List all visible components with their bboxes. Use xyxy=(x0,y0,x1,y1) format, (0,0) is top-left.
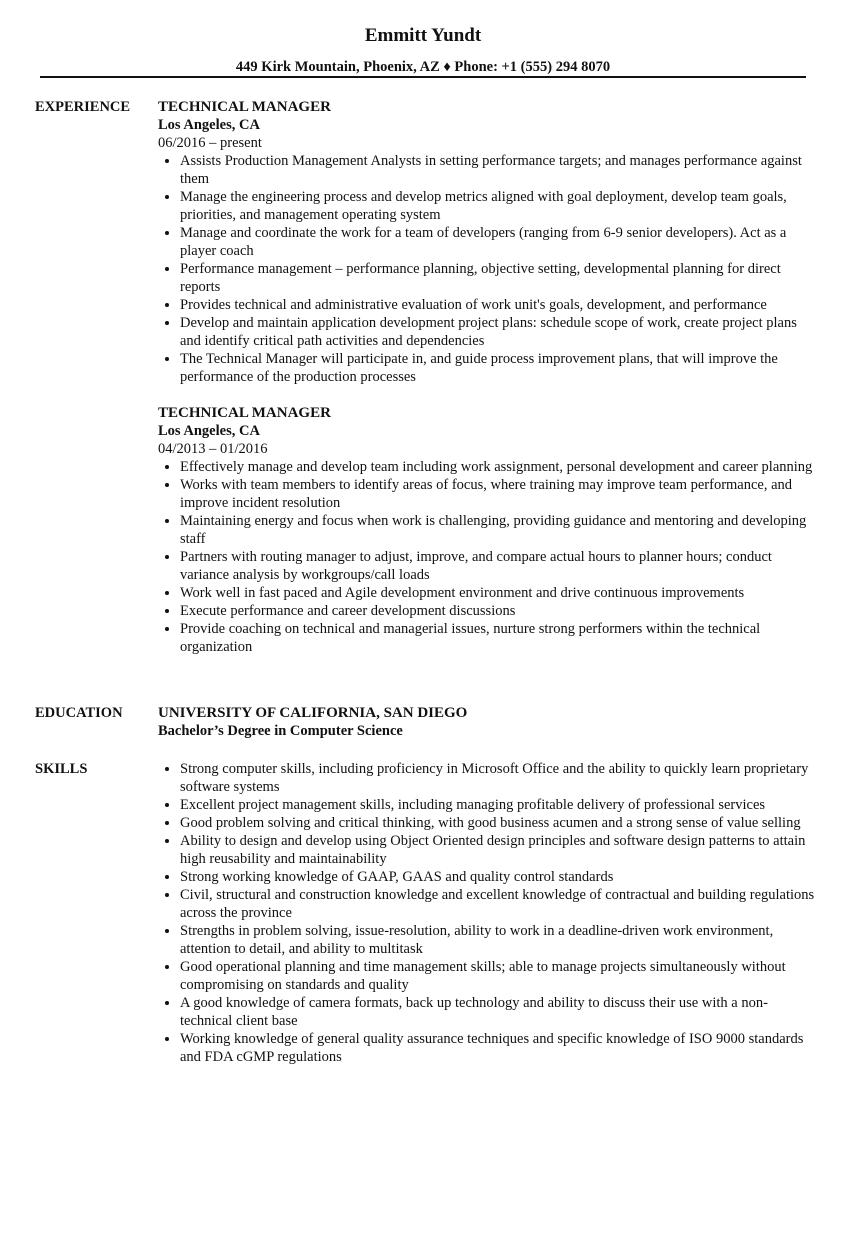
job-location: Los Angeles, CA xyxy=(158,117,260,133)
job-dates: 06/2016 – present xyxy=(158,135,262,151)
contact-info: 449 Kirk Mountain, Phoenix, AZ ♦ Phone: +1 (555) 294 8070 xyxy=(235,59,611,75)
resume-header xyxy=(40,24,806,76)
skill-item: • Ability to design and develop using Object Oriented design principles and software design patterns to attain high reusability and maintainability xyxy=(180,832,815,868)
job-bullet: • Manage the engineering process and develop metrics aligned with goal deployment, develop team goals, priorities, and management operating system xyxy=(180,188,815,224)
education-body xyxy=(158,704,815,740)
job-dates: 04/2013 – 01/2016 xyxy=(158,441,268,457)
skill-item: • Strengths in problem solving, issue-resolution, ability to work in a deadline-driven work environment, attention to detail, and ability to multitask xyxy=(180,922,815,958)
job-bullet: • Effectively manage and develop team including work assignment, personal development and career planning xyxy=(180,458,815,476)
job-bullet: • Work well in fast paced and Agile development environment and drive continuous improvements xyxy=(180,584,815,602)
experience-section xyxy=(35,98,815,656)
job-bullet: • Works with team members to identify areas of focus, where training may improve team performance, and improve incident resolution xyxy=(180,476,815,512)
job-bullet: • Performance management – performance planning, objective setting, developmental planning for direct reports xyxy=(180,260,815,296)
skill-item: • A good knowledge of camera formats, back up technology and ability to discuss their use with a non-technical client base xyxy=(180,994,815,1030)
job-bullets xyxy=(158,152,815,386)
job-bullet: • Maintaining energy and focus when work is challenging, providing guidance and mentoring and developing staff xyxy=(180,512,815,548)
degree: Bachelor’s Degree in Computer Science xyxy=(158,723,403,739)
job-bullet: • Develop and maintain application development project plans: schedule scope of work, create project plans and identify critical path activities and dependencies xyxy=(180,314,815,350)
education-section xyxy=(35,704,815,740)
job-bullet: • Manage and coordinate the work for a team of developers (ranging from 6-9 senior developers). Act as a player coach xyxy=(180,224,815,260)
skill-item: • Excellent project management skills, including managing profitable delivery of professional services xyxy=(180,796,815,814)
header-divider xyxy=(40,76,806,78)
skills-section xyxy=(35,760,815,1066)
skills-body xyxy=(158,760,815,1066)
job-entry xyxy=(158,98,815,386)
experience-label: EXPERIENCE xyxy=(35,99,131,115)
job-bullet: • Assists Production Management Analysts in setting performance targets; and manages performance against them xyxy=(180,152,815,188)
job-bullets xyxy=(158,458,815,656)
job-entry xyxy=(158,404,815,656)
skill-item: • Good problem solving and critical thinking, with good business acumen and a strong sense of value selling xyxy=(180,814,815,832)
job-title: TECHNICAL MANAGER xyxy=(158,405,331,421)
job-bullet: • Execute performance and career development discussions xyxy=(180,602,815,620)
skills-list xyxy=(158,760,815,1066)
job-bullet: • Provides technical and administrative evaluation of work unit's goals, development, and performance xyxy=(180,296,815,314)
job-location: Los Angeles, CA xyxy=(158,423,260,439)
candidate-name: Emmitt Yundt xyxy=(364,25,482,46)
skill-item: • Working knowledge of general quality assurance techniques and specific knowledge of ISO 9000 standards and FDA cGMP regulations xyxy=(180,1030,815,1066)
job-bullet: • Partners with routing manager to adjust, improve, and compare actual hours to planner hours; conduct variance analysis by workgroups/call loads xyxy=(180,548,815,584)
job-title: TECHNICAL MANAGER xyxy=(158,99,331,115)
education-label: EDUCATION xyxy=(35,705,123,721)
skills-label: SKILLS xyxy=(35,761,88,777)
experience-body xyxy=(158,98,815,656)
skill-item: • Good operational planning and time management skills; able to manage projects simultaneously without compromising on standards and quality xyxy=(180,958,815,994)
skill-item: • Strong computer skills, including proficiency in Microsoft Office and the ability to quickly learn proprietary software systems xyxy=(180,760,815,796)
job-bullet: • The Technical Manager will participate in, and guide process improvement plans, that will improve the performance of the production processes xyxy=(180,350,815,386)
school-name: UNIVERSITY OF CALIFORNIA, SAN DIEGO xyxy=(158,705,468,721)
skill-item: • Strong working knowledge of GAAP, GAAS and quality control standards xyxy=(180,868,815,886)
job-bullet: • Provide coaching on technical and managerial issues, nurture strong performers within the technical organization xyxy=(180,620,815,656)
skill-item: • Civil, structural and construction knowledge and excellent knowledge of contractual and building regulations across the province xyxy=(180,886,815,922)
